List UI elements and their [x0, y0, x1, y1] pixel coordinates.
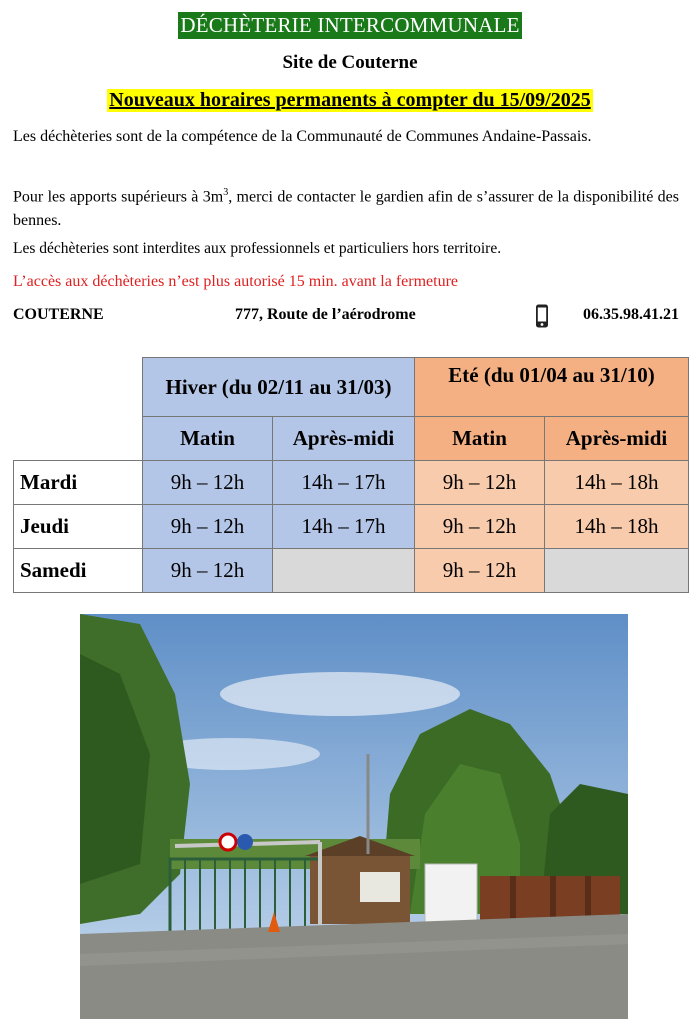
- winter-morning-cell: 9h – 12h: [143, 505, 273, 549]
- interdites-paragraph: Les déchèteries sont interdites aux professionnels et particuliers hors territoire.: [13, 240, 502, 257]
- winter-afternoon-cell: 14h – 17h: [273, 461, 415, 505]
- summer-season-header: Eté (du 01/04 au 31/10): [415, 358, 689, 417]
- apports-text-end: , merci de contacter le gardien afin de s’assurer de la disponibilité des bennes.: [13, 188, 679, 230]
- competence-paragraph: Les déchèteries sont de la compétence de la Communauté de Communes Andaine-Passais.: [13, 128, 592, 145]
- page-title: DÉCHÈTERIE INTERCOMMUNALE: [180, 13, 520, 37]
- winter-morning-header: Matin: [143, 417, 273, 461]
- winter-afternoon-closed-cell: [273, 549, 415, 593]
- summer-afternoon-header: Après-midi: [545, 417, 689, 461]
- apports-paragraph: [13, 181, 679, 233]
- site-photo-illustration: [80, 614, 628, 1019]
- winter-morning-cell: 9h – 12h: [143, 549, 273, 593]
- day-label: Mardi: [14, 461, 143, 505]
- winter-morning-cell: 9h – 12h: [143, 461, 273, 505]
- summer-afternoon-cell: 14h – 18h: [545, 461, 689, 505]
- mobile-phone-icon: [535, 304, 549, 328]
- day-label: Samedi: [14, 549, 143, 593]
- apports-text-start: Pour les apports supérieurs à 3m: [13, 188, 224, 206]
- summer-afternoon-cell: 14h – 18h: [545, 505, 689, 549]
- table-row: [14, 505, 689, 549]
- empty-corner: [14, 358, 143, 417]
- season-header-row: [14, 358, 689, 417]
- empty-corner: [14, 417, 143, 461]
- winter-afternoon-header: Après-midi: [273, 417, 415, 461]
- summer-afternoon-closed-cell: [545, 549, 689, 593]
- summer-morning-header: Matin: [415, 417, 545, 461]
- period-header-row: [14, 417, 689, 461]
- contact-city: COUTERNE: [13, 306, 104, 323]
- apports-superscript: 3: [223, 187, 229, 198]
- new-hours-notice: Nouveaux horaires permanents à compter du 15/09/2025: [109, 89, 591, 111]
- winter-season-header: Hiver (du 02/11 au 31/03): [143, 358, 415, 417]
- site-name: Site de Couterne: [282, 52, 418, 73]
- access-warning: L’accès aux déchèteries n’est plus autorisé 15 min. avant la fermeture: [13, 273, 459, 290]
- contact-address: 777, Route de l’aérodrome: [235, 306, 416, 323]
- summer-morning-cell: 9h – 12h: [415, 505, 545, 549]
- schedule-table: [13, 357, 689, 593]
- day-label: Jeudi: [14, 505, 143, 549]
- table-row: [14, 549, 689, 593]
- contact-phone: 06.35.98.41.21: [583, 306, 679, 323]
- site-photo: [80, 614, 628, 1019]
- winter-afternoon-cell: 14h – 17h: [273, 505, 415, 549]
- summer-morning-cell: 9h – 12h: [415, 549, 545, 593]
- title-container: [0, 12, 700, 39]
- table-row: [14, 461, 689, 505]
- new-hours-container: [0, 89, 700, 112]
- summer-morning-cell: 9h – 12h: [415, 461, 545, 505]
- contact-line: [13, 304, 679, 328]
